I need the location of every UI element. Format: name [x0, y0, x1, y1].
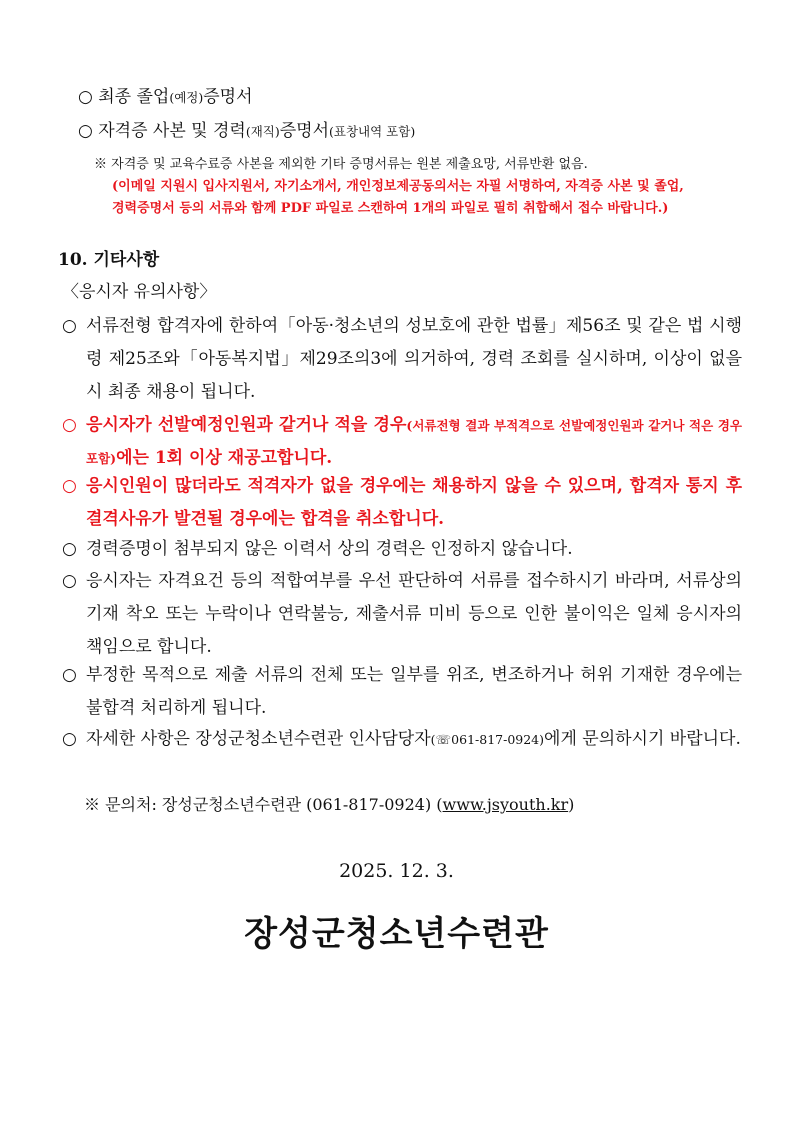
item-text: 응시자는 자격요건 등의 적합여부를 우선 판단하여 서류를 접수하시기 바라며, 서류상의 기재 착오 또는 누락이나 연락불능, 제출서류 미비 등으로 인한 불이익은 일체 응시자의 책임으로 합니다. [86, 571, 742, 657]
contact-line: ※ 문의처: 장성군청소년수련관 (061-817-0924) (www.jsyouth.kr) [84, 795, 575, 814]
section-subheading: 〈응시자 유의사항〉 [62, 282, 217, 302]
notice-item-forgery [62, 659, 742, 725]
circle-bullet: ○ [62, 665, 77, 685]
original-document-note [94, 154, 588, 176]
item-rest-text: 증명서 [279, 121, 330, 141]
item-text: 경력증명이 첨부되지 않은 이력서 상의 경력은 인정하지 않습니다. [86, 539, 573, 559]
phone-small-text: (☏061-817-0924) [430, 732, 545, 747]
item-text: 부정한 목적으로 제출 서류의 전체 또는 일부를 위조, 변조하거나 허위 기재한 경우에는 불합격 처리하게 됩니다. [86, 665, 742, 718]
note-text: 자격증 및 교육수료증 사본을 제외한 기타 증명서류는 원본 제출요망, 서류반환 없음. [111, 157, 588, 172]
item-rest-small-text: (표창내역 포함) [329, 124, 416, 139]
document-item-license-career [78, 118, 415, 145]
note-mark: ※ [94, 157, 108, 172]
item-red-text-end: 에는 1회 이상 재공고합니다. [116, 448, 333, 468]
circle-bullet: ○ [62, 571, 77, 591]
notice-item-inquiry [62, 723, 742, 756]
item-small-text: (재직) [245, 124, 280, 139]
item-text: 자격증 사본 및 경력 [98, 121, 246, 141]
contact-label: ※ 문의처: 장성군청소년수련관 (061-817-0924) [84, 795, 432, 814]
website-link[interactable]: www.jsyouth.kr [442, 795, 569, 814]
notice-item-applicant-responsibility [62, 565, 742, 664]
notice-item-reannouncement [62, 409, 742, 475]
circle-bullet: ○ [62, 476, 77, 496]
circle-bullet: ○ [62, 415, 77, 435]
section-heading: 10. 기타사항 [58, 250, 160, 270]
notice-item-background-check [62, 310, 742, 409]
item-red-text: 응시자가 선발예정인원과 같거나 적을 경우 [86, 415, 407, 435]
item-red-small-text: (서류전형 결과 부적격으로 선발예정인원과 같거나 적은 경우 포함) [86, 418, 742, 466]
item-text-end: 에게 문의하시기 바랍니다. [544, 729, 741, 749]
circle-bullet: ○ [62, 539, 77, 559]
item-text: 최종 졸업 [98, 87, 170, 107]
circle-bullet: ○ [78, 87, 93, 107]
email-note-line-1: (이메일 지원시 입사지원서, 자기소개서, 개인정보제공동의서는 자필 서명하여, 자격증 사본 및 졸업, [112, 179, 684, 194]
document-date: 2025. 12. 3. [339, 860, 454, 882]
document-item-graduation-certificate [78, 84, 253, 111]
item-text: 자세한 사항은 장성군청소년수련관 인사담당자 [86, 729, 431, 749]
item-text: 서류전형 합격자에 한하여「아동·청소년의 성보호에 관한 법률」제56조 및 같은 법 시행령 제25조와「아동복지법」제29조의3에 의거하여, 경력 조회를 실시하며, 이상이 없을시 최종 채용이 됩니다. [86, 316, 742, 402]
notice-item-career-proof [62, 533, 742, 566]
notice-item-no-qualified [62, 470, 742, 536]
item-rest-text: 증명서 [203, 87, 253, 107]
item-small-text: (예정) [169, 90, 204, 105]
organization-name: 장성군청소년수련관 [244, 914, 549, 954]
circle-bullet: ○ [62, 316, 77, 336]
circle-bullet: ○ [62, 729, 77, 749]
email-note-line-2: 경력증명서 등의 서류와 함께 PDF 파일로 스캔하여 1개의 파일로 필히 취합해서 접수 바랍니다.) [112, 201, 669, 216]
circle-bullet: ○ [78, 121, 93, 141]
item-red-text: 응시인원이 많더라도 적격자가 없을 경우에는 채용하지 않을 수 있으며, 합격자 통지 후 결격사유가 발견될 경우에는 합격을 취소합니다. [86, 476, 742, 529]
